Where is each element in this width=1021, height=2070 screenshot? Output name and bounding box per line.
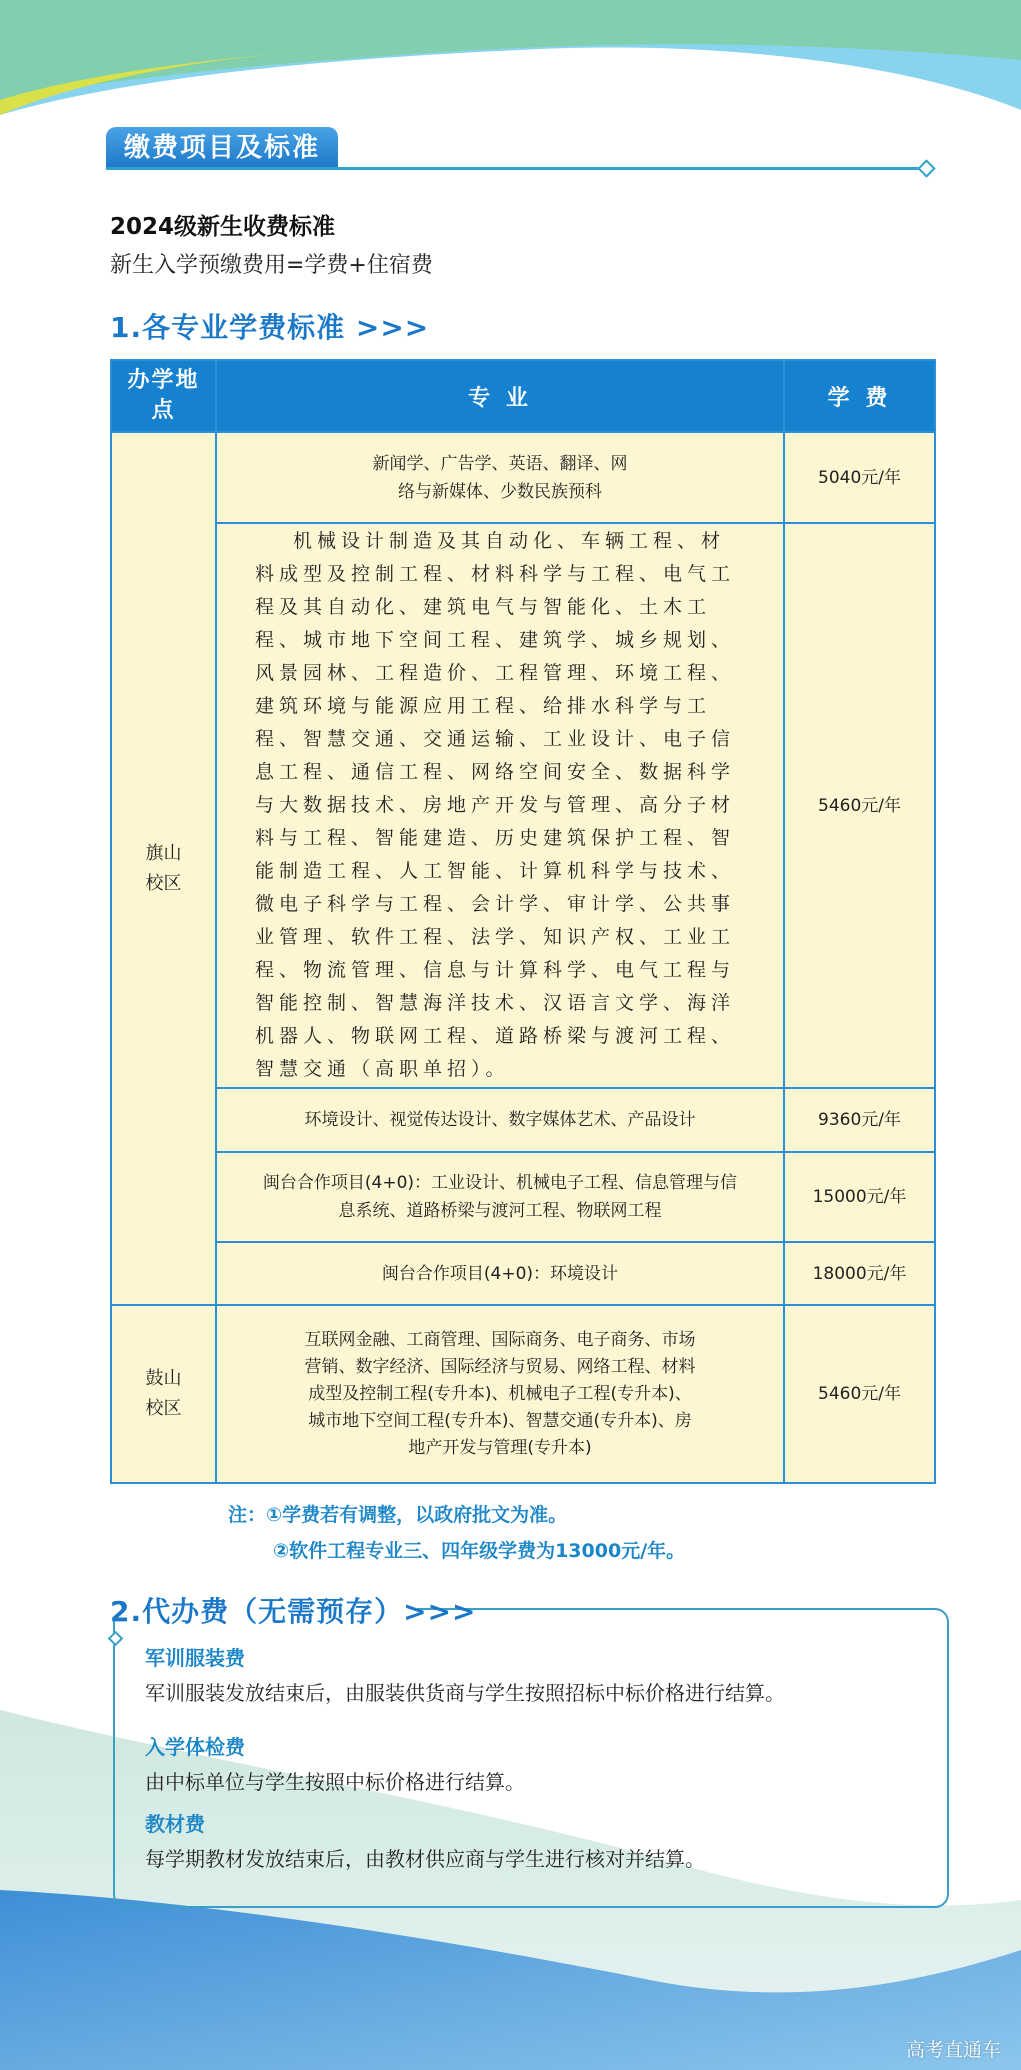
fee-item — [145, 1642, 785, 1706]
fee-standard-subtitle: 2024级新生收费标准 — [110, 214, 336, 240]
major-cell: 互联网金融、工商管理、国际商务、电子商务、市场营销、数字经济、国际经济与贸易、网络工程、材料成型及控制工程(专升本)、机械电子工程(专升本)、城市地下空间工程(专升本)、智慧交通(专升本)、房地产开发与管理(专升本) — [216, 1305, 784, 1483]
table-row — [111, 1088, 935, 1152]
major-cell: 新闻学、广告学、英语、翻译、网络与新媒体、少数民族预科 — [216, 432, 784, 523]
major-cell: 环境设计、视觉传达设计、数字媒体艺术、产品设计 — [216, 1088, 784, 1152]
fee-item-title: 入学体检费 — [145, 1735, 245, 1759]
fee-cell: 5460元/年 — [784, 523, 935, 1088]
table-row — [111, 432, 935, 523]
note-2: ②软件工程专业三、四年级学费为13000元/年。 — [273, 1540, 686, 1562]
fee-item-desc: 军训服装发放结束后，由服装供货商与学生按照招标中标价格进行结算。 — [145, 1681, 785, 1705]
major-cell: 闽台合作项目(4+0)：工业设计、机械电子工程、信息管理与信息系统、道路桥梁与渡河工程、物联网工程 — [216, 1152, 784, 1242]
note-1: 注：①学费若有调整，以政府批文为准。 — [228, 1504, 568, 1526]
fee-item-desc: 每学期教材发放结束后，由教材供应商与学生进行核对并结算。 — [145, 1847, 705, 1871]
top-wave-decoration — [0, 0, 1021, 130]
major-cell: 机械设计制造及其自动化、车辆工程、材料成型及控制工程、材料科学与工程、电气工程及其自动化、建筑电气与智能化、土木工程、城市地下空间工程、建筑学、城乡规划、风景园林、工程造价、工程管理、环境工程、建筑环境与能源应用工程、给排水科学与工程、智慧交通、交通运输、工业设计、电子信息工程、通信工程、网络空间安全、数据科学与大数据技术、房地产开发与管理、高分子材料与工程、智能建造、历史建筑保护工程、智能制造工程、人工智能、计算机科学与技术、微电子科学与工程、会计学、审计学、公共事业管理、软件工程、法学、知识产权、工业工程、物流管理、信息与计算科学、电气工程与智能控制、智慧海洋技术、汉语言文学、海洋机器人、物联网工程、道路桥梁与渡河工程、智慧交通（高职单招）。 — [216, 523, 784, 1088]
fee-cell: 5040元/年 — [784, 432, 935, 523]
table-row — [111, 1242, 935, 1305]
tuition-table — [110, 359, 936, 1484]
diamond-icon — [917, 159, 935, 177]
col-header-major: 专 业 — [216, 360, 784, 432]
campus-cell: 鼓山校区 — [111, 1305, 216, 1483]
watermark: 高考直通车 — [905, 2039, 1001, 2061]
table-row — [111, 523, 935, 1088]
fee-item-title: 教材费 — [145, 1812, 205, 1836]
fee-item — [145, 1731, 525, 1795]
section2-heading: 2.代办费（无需预存）>>> — [110, 1595, 477, 1628]
table-header-row — [111, 360, 935, 432]
table-row — [111, 1305, 935, 1483]
fee-cell: 18000元/年 — [784, 1242, 935, 1305]
fee-cell: 5460元/年 — [784, 1305, 935, 1483]
table-row — [111, 1152, 935, 1242]
fee-item — [145, 1808, 705, 1872]
fee-cell: 15000元/年 — [784, 1152, 935, 1242]
title-divider — [106, 167, 926, 170]
col-header-fee: 学 费 — [784, 360, 935, 432]
fee-cell: 9360元/年 — [784, 1088, 935, 1152]
tuition-notes — [228, 1497, 685, 1569]
fee-formula: 新生入学预缴费用=学费+住宿费 — [110, 253, 433, 278]
section-title-tab: 缴费项目及标准 — [106, 127, 338, 169]
fee-item-desc: 由中标单位与学生按照中标价格进行结算。 — [145, 1770, 525, 1794]
major-cell: 闽台合作项目(4+0)：环境设计 — [216, 1242, 784, 1305]
section1-heading: 1.各专业学费标准 >>> — [110, 311, 430, 344]
fee-item-title: 军训服装费 — [145, 1646, 245, 1670]
col-header-campus: 办学地点 — [111, 360, 216, 432]
campus-cell: 旗山校区 — [111, 432, 216, 1305]
